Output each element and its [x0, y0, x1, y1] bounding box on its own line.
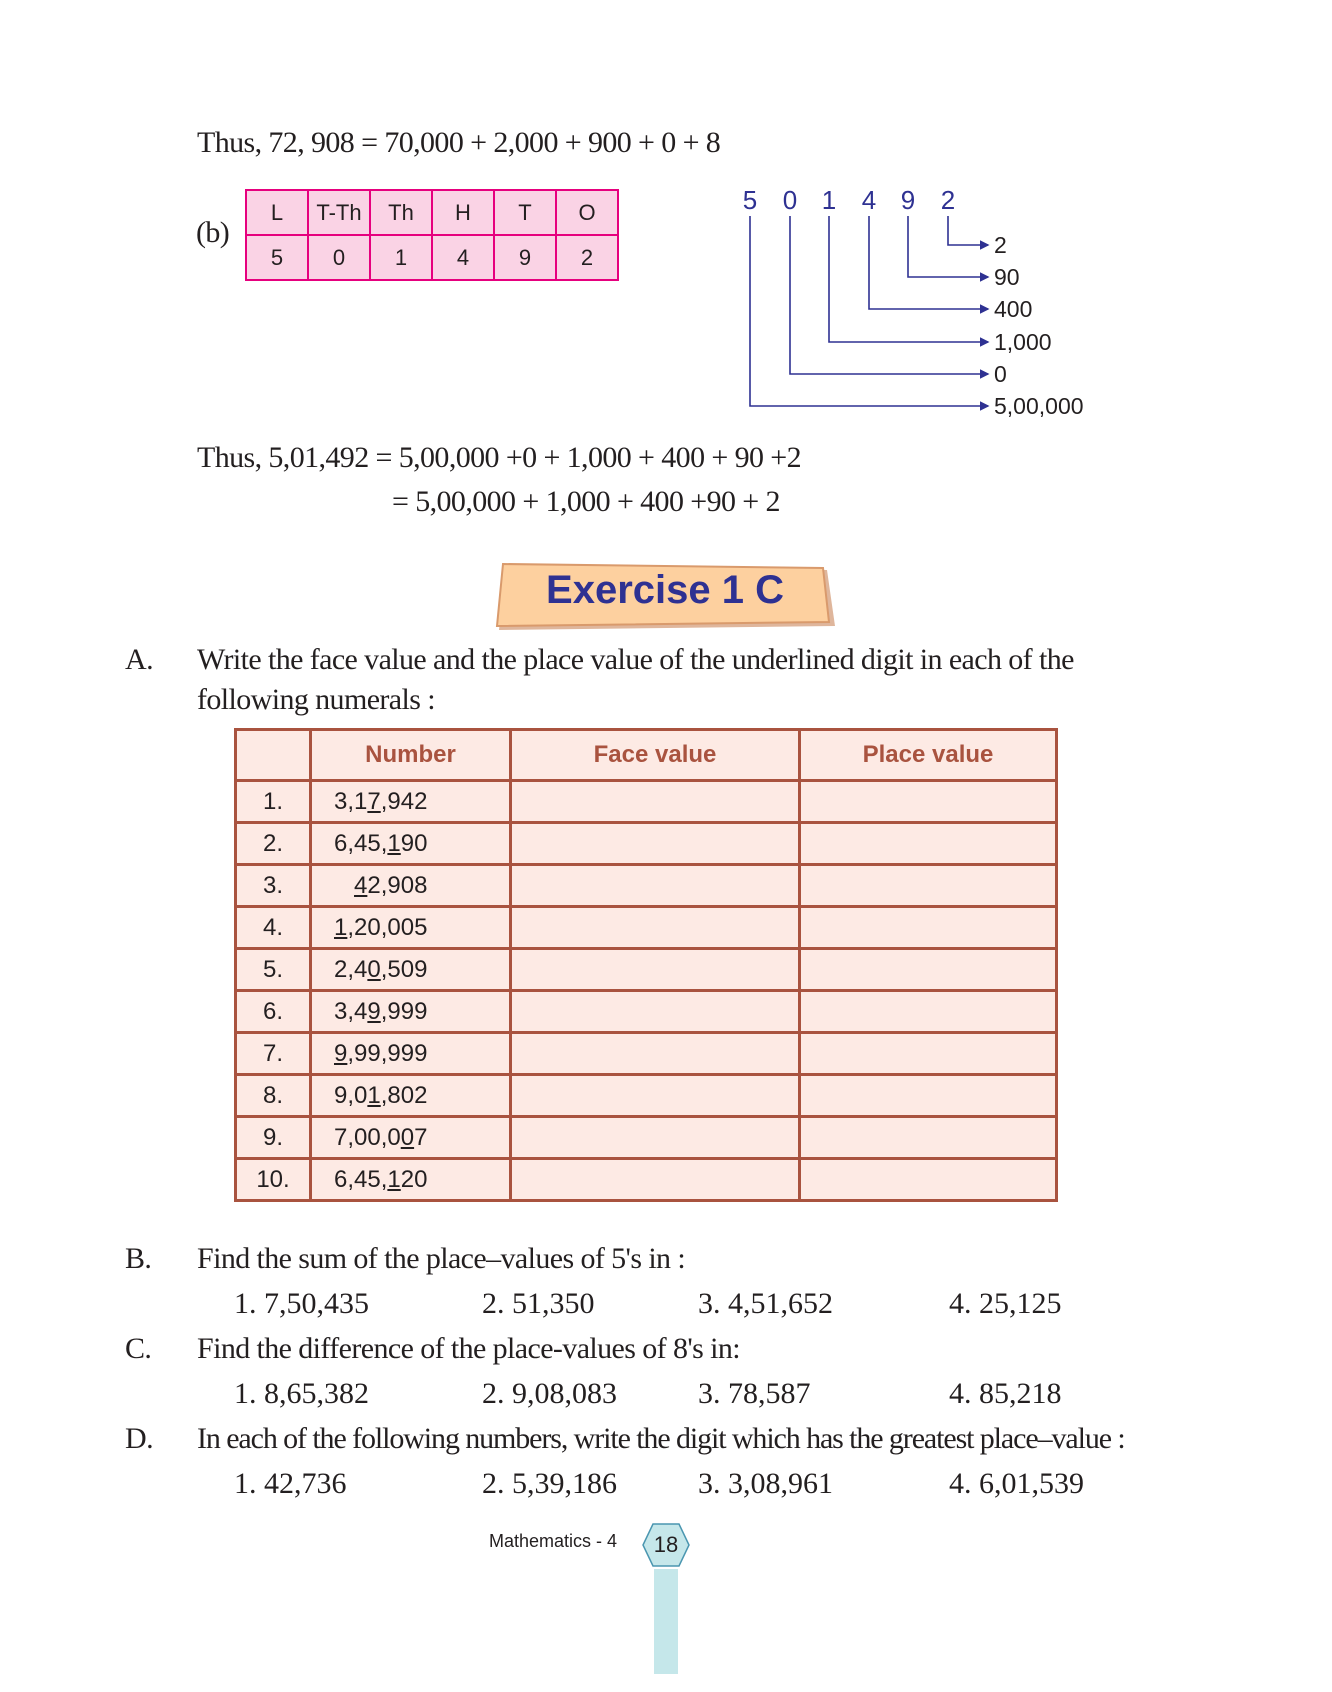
section-c-item: 4. 85,218: [949, 1377, 1062, 1410]
face-place-value-table: [234, 728, 1058, 1202]
number-suffix: ,99,999: [347, 1039, 428, 1067]
row-number: [311, 1117, 511, 1159]
face-value-cell[interactable]: [511, 907, 800, 949]
section-d-letter: D.: [125, 1422, 153, 1455]
section-b-letter: B.: [125, 1242, 152, 1275]
row-index: 5.: [236, 949, 311, 991]
section-c-item: 1. 8,65,382: [234, 1377, 369, 1410]
section-b-item: 4. 25,125: [949, 1287, 1062, 1320]
expansion-diagram: [0, 0, 1332, 440]
number-prefix: 3,1: [334, 787, 368, 815]
row-index: 10.: [236, 1159, 311, 1201]
arrow-connector: [948, 216, 988, 245]
place-value-cell[interactable]: [800, 1033, 1057, 1075]
number-suffix: 20: [400, 1165, 428, 1193]
row-number: [311, 949, 511, 991]
underlined-digit: 9: [334, 1039, 348, 1067]
example-b-label: (b): [196, 216, 230, 249]
section-a-letter: A.: [125, 643, 153, 676]
face-value-cell[interactable]: [511, 949, 800, 991]
number-suffix: ,999: [380, 997, 428, 1025]
section-d-item: 1. 42,736: [234, 1467, 347, 1500]
place-value-cell[interactable]: [800, 907, 1057, 949]
table-row: [236, 781, 1057, 823]
row-number: [311, 907, 511, 949]
number-prefix: 3,4: [334, 997, 368, 1025]
section-c-item: 3. 78,587: [698, 1377, 811, 1410]
diagram-digit: 2: [940, 185, 956, 215]
number-prefix: [334, 872, 354, 899]
place-value-cell[interactable]: [800, 991, 1057, 1033]
number-suffix: 90: [400, 829, 428, 857]
example-a-expansion: Thus, 72, 908 = 70,000 + 2,000 + 900 + 0 + 8: [197, 126, 721, 159]
place-value-cell[interactable]: [800, 823, 1057, 865]
place-value-cell[interactable]: [800, 1075, 1057, 1117]
underlined-digit: 1: [387, 829, 401, 857]
row-number: [311, 781, 511, 823]
row-number: [311, 823, 511, 865]
table-row: [236, 865, 1057, 907]
row-number: [311, 1033, 511, 1075]
underlined-digit: 7: [367, 787, 381, 815]
section-c-question: Find the difference of the place-values of 8's in:: [197, 1332, 740, 1365]
number-suffix: ,802: [380, 1081, 428, 1109]
header-place-value: Place value: [800, 730, 1057, 781]
header-number: Number: [311, 730, 511, 781]
page-number: 18: [653, 1532, 679, 1557]
table-row: [236, 1075, 1057, 1117]
row-index: 9.: [236, 1117, 311, 1159]
table-row: [236, 1033, 1057, 1075]
digit-cell: 5: [246, 235, 308, 280]
header-thousands: Th: [370, 190, 432, 235]
number-prefix: 9,0: [334, 1081, 368, 1109]
row-index: 1.: [236, 781, 311, 823]
place-value-cell[interactable]: [800, 1117, 1057, 1159]
section-a-question-line1: Write the face value and the place value of the underlined digit in each of the: [197, 643, 1074, 676]
row-number: [311, 865, 511, 907]
face-value-cell[interactable]: [511, 865, 800, 907]
number-suffix: ,509: [380, 955, 428, 983]
section-c-letter: C.: [125, 1332, 152, 1365]
header-hundreds: H: [432, 190, 494, 235]
table-row: [236, 907, 1057, 949]
arrow-connector: [869, 216, 988, 309]
header-tens: T: [494, 190, 556, 235]
header-ones: O: [556, 190, 618, 235]
table-row: [236, 1117, 1057, 1159]
section-a-question-line2: following numerals :: [197, 683, 435, 716]
number-suffix: ,20,005: [347, 913, 428, 941]
row-index: 2.: [236, 823, 311, 865]
header-lakhs: L: [246, 190, 308, 235]
face-value-cell[interactable]: [511, 1075, 800, 1117]
face-value-cell[interactable]: [511, 991, 800, 1033]
header-ten-thousands: T-Th: [308, 190, 370, 235]
section-b-item: 3. 4,51,652: [698, 1287, 833, 1320]
underlined-digit: 0: [400, 1123, 415, 1151]
place-value-cell[interactable]: [800, 1159, 1057, 1201]
face-value-cell[interactable]: [511, 1159, 800, 1201]
exercise-title: Exercise 1 C: [546, 568, 784, 612]
footer-book-title: Mathematics - 4: [489, 1531, 618, 1551]
place-value-cell[interactable]: [800, 949, 1057, 991]
expansion-value: 0: [994, 361, 1007, 387]
expansion-value: 90: [994, 264, 1020, 290]
digit-cell: 4: [432, 235, 494, 280]
section-d-item: 2. 5,39,186: [482, 1467, 617, 1500]
table-row: [236, 823, 1057, 865]
diagram-digit: 1: [821, 185, 837, 215]
row-index: 7.: [236, 1033, 311, 1075]
arrow-connector: [790, 216, 988, 374]
row-number: [311, 1159, 511, 1201]
number-prefix: 7,00,0: [334, 1123, 401, 1151]
diagram-digit: 4: [861, 185, 877, 215]
section-d-question: In each of the following numbers, write the digit which has the greatest place–value :: [197, 1422, 1125, 1455]
number-prefix: 6,45,: [334, 1165, 388, 1193]
header-face-value: Face value: [511, 730, 800, 781]
expansion-value: 5,00,000: [994, 393, 1084, 419]
face-value-cell[interactable]: [511, 1033, 800, 1075]
diagram-digit: 9: [900, 185, 916, 215]
row-index: 4.: [236, 907, 311, 949]
place-value-cell[interactable]: [800, 781, 1057, 823]
digit-cell: 0: [308, 235, 370, 280]
face-value-cell[interactable]: [511, 781, 800, 823]
digit-cell: 1: [370, 235, 432, 280]
number-suffix: ,942: [380, 787, 428, 815]
row-number: [311, 991, 511, 1033]
section-b-question: Find the sum of the place–values of 5's in :: [197, 1242, 686, 1275]
underlined-digit: 1: [367, 1081, 381, 1109]
row-index: 3.: [236, 865, 311, 907]
expansion-value: 400: [994, 296, 1033, 322]
example-b-expansion-line2: = 5,00,000 + 1,000 + 400 +90 + 2: [392, 485, 780, 518]
section-c-item: 2. 9,08,083: [482, 1377, 617, 1410]
face-value-cell[interactable]: [511, 823, 800, 865]
expansion-value: 2: [994, 232, 1007, 258]
section-d-item: 4. 6,01,539: [949, 1467, 1084, 1500]
place-value-cell[interactable]: [800, 865, 1057, 907]
number-prefix: 2,4: [334, 955, 368, 983]
table-row: [236, 1159, 1057, 1201]
section-b-item: 1. 7,50,435: [234, 1287, 369, 1320]
underlined-digit: 0: [367, 955, 381, 983]
number-suffix: 7: [414, 1123, 428, 1151]
example-b-expansion-line1: Thus, 5,01,492 = 5,00,000 +0 + 1,000 + 400 + 90 +2: [197, 441, 802, 474]
number-suffix: 2,908: [367, 871, 428, 899]
underlined-digit: 9: [367, 997, 381, 1025]
digit-cell: 2: [556, 235, 618, 280]
diagram-digit: 5: [742, 185, 758, 215]
row-index: 6.: [236, 991, 311, 1033]
table-row: [236, 949, 1057, 991]
underlined-digit: 1: [387, 1165, 401, 1193]
face-value-cell[interactable]: [511, 1117, 800, 1159]
expansion-value: 1,000: [994, 329, 1052, 355]
row-number: [311, 1075, 511, 1117]
header-index: [236, 730, 311, 781]
underlined-digit: 1: [334, 913, 348, 941]
table-row: [236, 991, 1057, 1033]
underlined-digit: 4: [354, 871, 368, 899]
number-prefix: 6,45,: [334, 829, 388, 857]
diagram-digit: 0: [782, 185, 798, 215]
page-tab-bar: [654, 1569, 678, 1674]
digit-cell: 9: [494, 235, 556, 280]
row-index: 8.: [236, 1075, 311, 1117]
section-d-item: 3. 3,08,961: [698, 1467, 833, 1500]
section-b-item: 2. 51,350: [482, 1287, 595, 1320]
